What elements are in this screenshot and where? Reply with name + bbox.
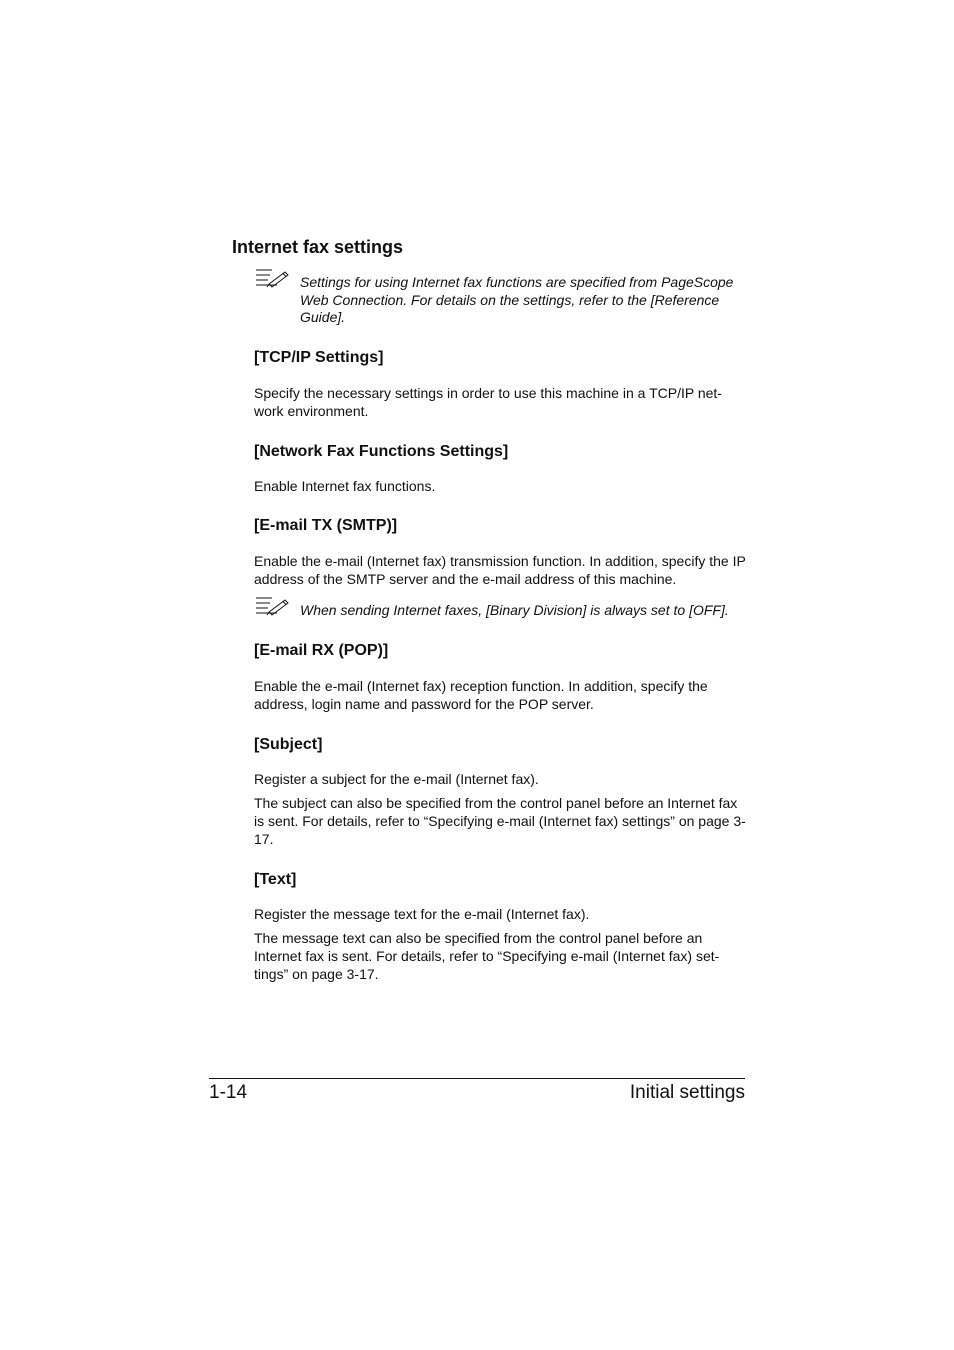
paragraph-tcpip: Specify the necessary settings in order to use this machine in a TCP/IP net-work environment. xyxy=(254,385,722,419)
heading-email-rx: [E-mail RX (POP)] xyxy=(254,642,389,659)
note-text-intro: Settings for using Internet fax functions are specified from PageScope Web Connection. For details on the settings, refer to the [Reference Guide]. xyxy=(300,274,734,325)
footer-divider xyxy=(209,1078,745,1079)
note-pencil-icon xyxy=(255,596,289,616)
page-number: 1-14 xyxy=(209,1082,248,1103)
paragraph-subject-2: The subject can also be specified from the control panel before an Internet fax is sent. For details, refer to “Specifying e-mail (Internet fax) settings” on page 3-17. xyxy=(254,795,746,847)
heading-tcpip-settings: [TCP/IP Settings] xyxy=(254,349,384,366)
paragraph-text-1: Register the message text for the e-mail (Internet fax). xyxy=(254,906,590,922)
paragraph-email-rx: Enable the e-mail (Internet fax) reception function. In addition, specify the address, login name and password for the POP server. xyxy=(254,678,708,712)
note-text-binary-division: When sending Internet faxes, [Binary Division] is always set to [OFF]. xyxy=(300,602,729,618)
heading-email-tx: [E-mail TX (SMTP)] xyxy=(254,517,398,534)
heading-text: [Text] xyxy=(254,871,297,888)
paragraph-text-2: The message text can also be specified from the control panel before an Internet fax is sent. For details, refer to “Specifying e-mail (Internet fax) set-tings” on page 3-17. xyxy=(254,930,720,982)
paragraph-subject-1: Register a subject for the e-mail (Internet fax). xyxy=(254,771,539,787)
paragraph-email-tx: Enable the e-mail (Internet fax) transmission function. In addition, specify the IP address of the SMTP server and the e-mail address of this machine. xyxy=(254,553,746,587)
note-pencil-icon xyxy=(255,268,289,288)
chapter-title: Initial settings xyxy=(629,1082,745,1103)
section-title: Internet fax settings xyxy=(232,237,404,257)
heading-network-fax-functions: [Network Fax Functions Settings] xyxy=(254,443,509,460)
paragraph-network-fax: Enable Internet fax functions. xyxy=(254,478,436,494)
heading-subject: [Subject] xyxy=(254,736,323,753)
